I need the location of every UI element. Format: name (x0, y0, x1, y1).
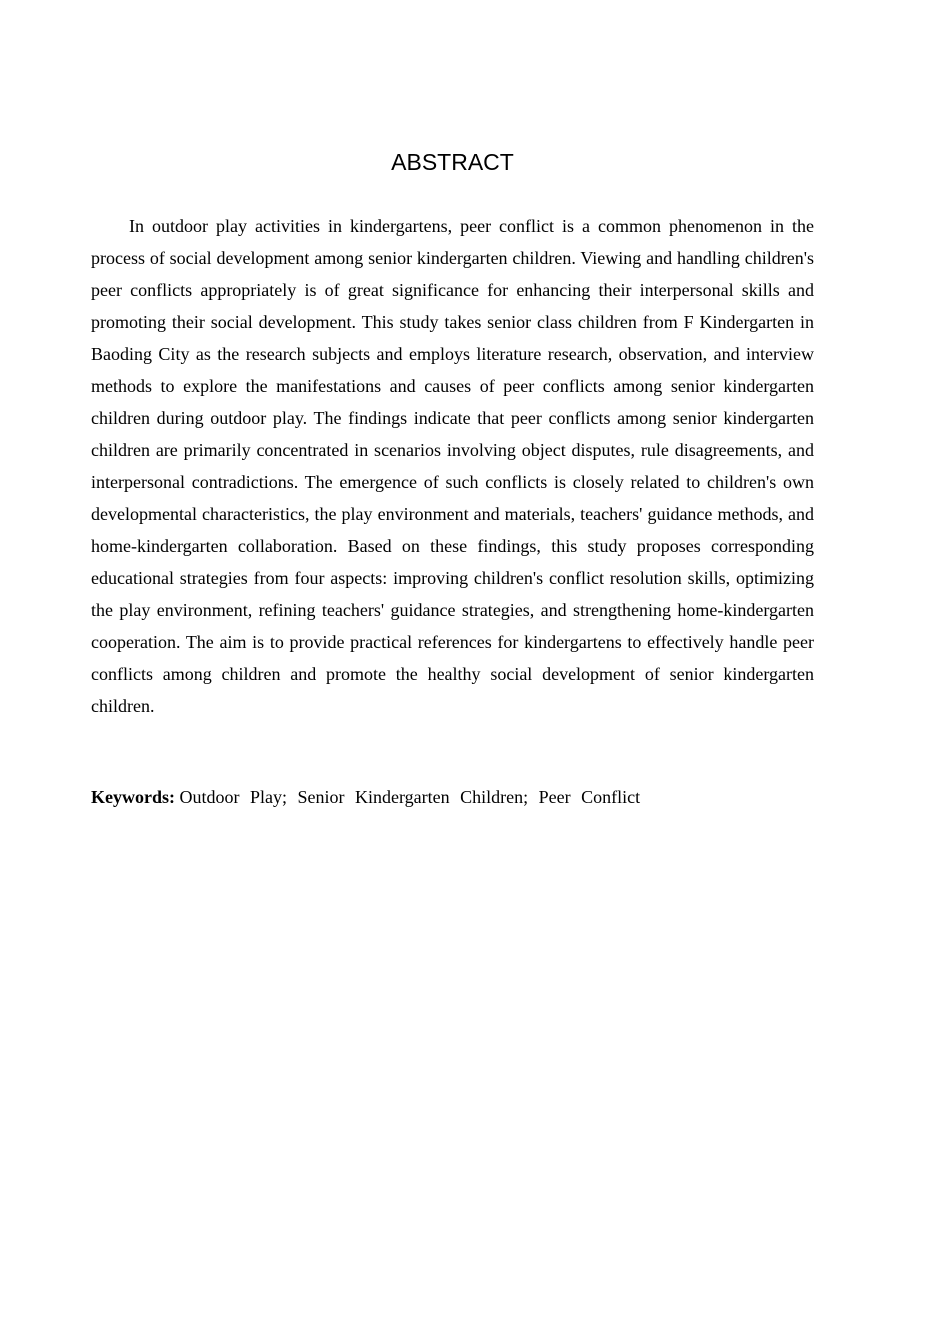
keywords-list: Outdoor Play; Senior Kindergarten Children; Peer Conflict (179, 787, 641, 807)
keywords-line (91, 781, 814, 813)
abstract-title: ABSTRACT (391, 149, 514, 175)
abstract-body: In outdoor play activities in kindergartens, peer conflict is a common phenomenon in the process of social development among senior kindergarten children. Viewing and handling children's peer conflicts appropriately is of great significance for enhancing their interpersonal skills and promoting their social development. This study takes senior class children from F Kindergarten in Baoding City as the research subjects and employs literature research, observation, and interview methods to explore the manifestations and causes of peer conflicts among senior kindergarten children during outdoor play. The findings indicate that peer conflicts among senior kindergarten children are primarily concentrated in scenarios involving object disputes, rule disagreements, and interpersonal contradictions. The emergence of such conflicts is closely related to children's own developmental characteristics, the play environment and materials, teachers' guidance methods, and home-kindergarten collaboration. Based on these findings, this study proposes corresponding educational strategies from four aspects: improving children's conflict resolution skills, optimizing the play environment, refining teachers' guidance strategies, and strengthening home-kindergarten cooperation. The aim is to provide practical references for kindergartens to effectively handle peer conflicts among children and promote the healthy social development of senior kindergarten children. (91, 216, 814, 716)
keywords-label: Keywords: (91, 787, 175, 807)
